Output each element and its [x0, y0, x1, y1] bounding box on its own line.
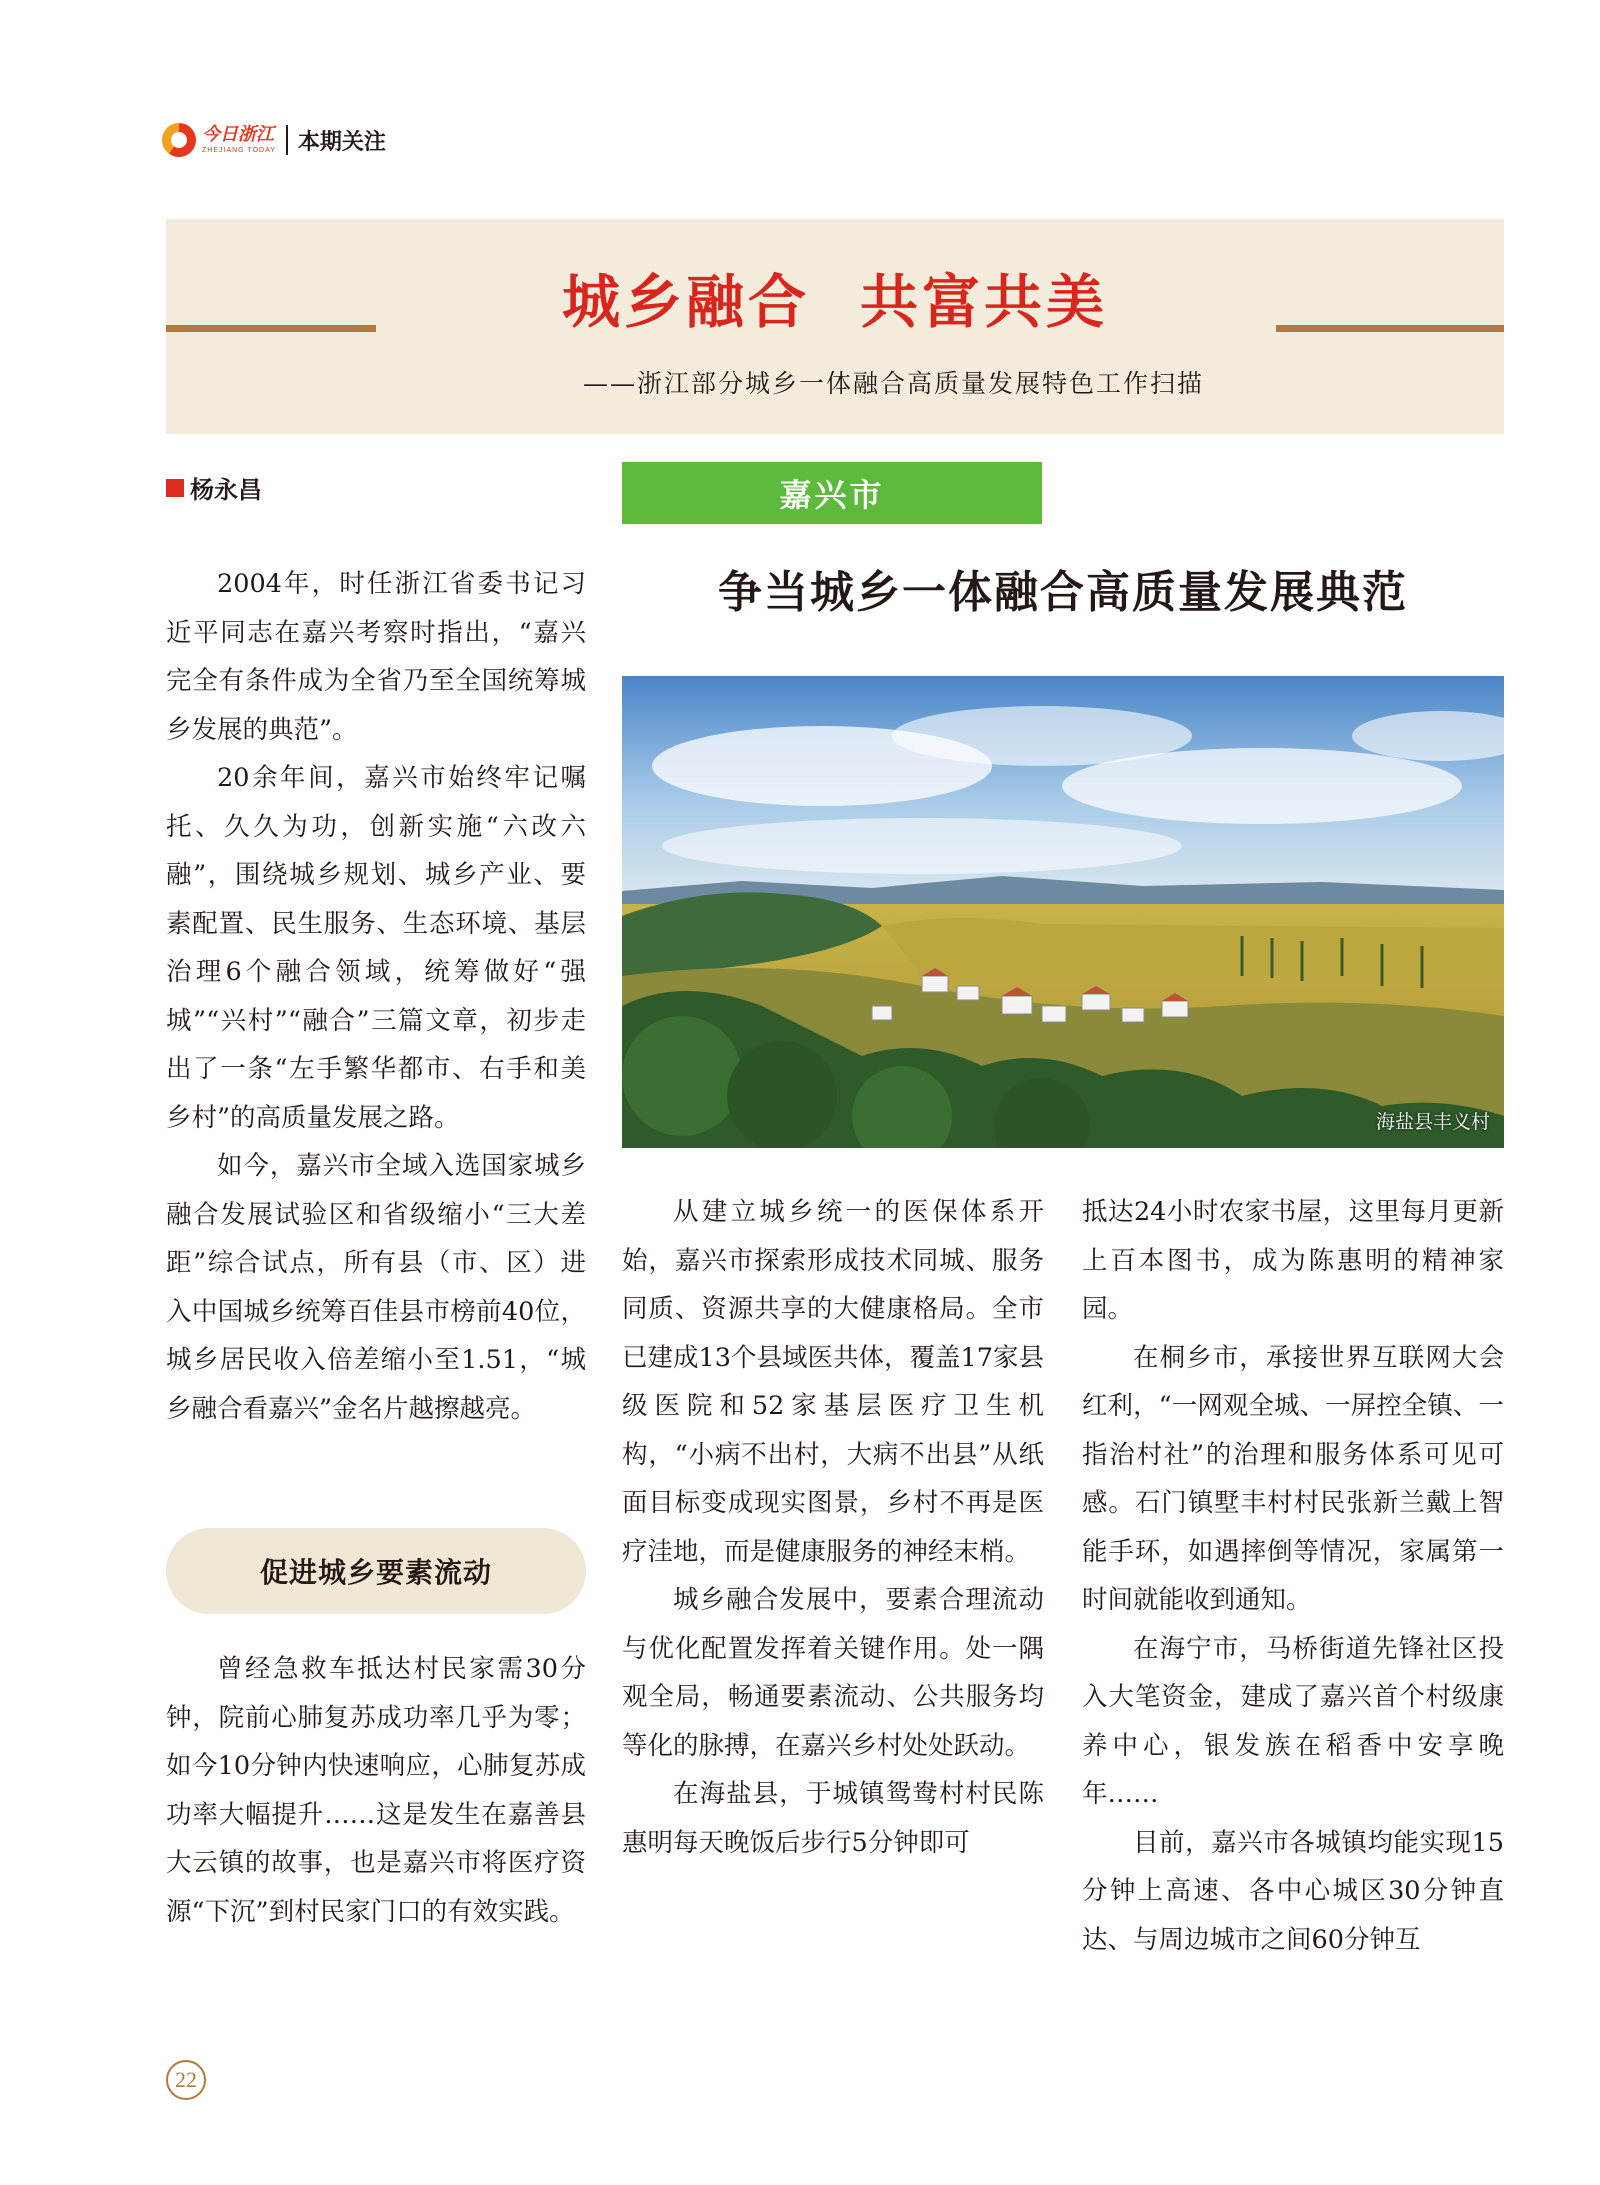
photo-caption: 海盐县丰义村 [1375, 1111, 1490, 1133]
section-label: 本期关注 [297, 129, 386, 155]
village-landscape-photo [622, 676, 1504, 1148]
column-1-continued [166, 1645, 586, 1936]
paragraph: 城乡融合发展中，要素合理流动与优化配置发挥着关键作用。处一隅观全局，畅通要素流动、公共服务均等化的脉搏，在嘉兴乡村处处跃动。 [622, 1585, 1044, 1761]
title-banner [166, 219, 1504, 434]
paragraph: 曾经急救车抵达村民家需30分钟，院前心肺复苏成功率几乎为零；如今10分钟内快速响应，心肺复苏成功率大幅提升……这是发生在嘉善县大云镇的故事，也是嘉兴市将医疗资源“下沉”到村民家门口的有效实践。 [166, 1654, 586, 1927]
logo-chinese: 今日浙江 [202, 124, 274, 145]
author-byline [166, 470, 262, 505]
subtitle: ——浙江部分城乡一体融合高质量发展特色工作扫描 [582, 369, 1204, 398]
main-title-part2: 共富共美 [860, 268, 1109, 336]
page-number: 22 [166, 2060, 206, 2100]
column-3 [1082, 1188, 1504, 1964]
logo-text [202, 126, 276, 154]
header-divider [286, 125, 288, 155]
paragraph: 从建立城乡统一的医保体系开始，嘉兴市探索形成技术同城、服务同质、资源共享的大健康格局。全市已建成13个县域医共体，覆盖17家县级医院和52家基层医疗卫生机构，“小病不出村，大病不出县”从纸面目标变成现实图景，乡村不再是医疗洼地，而是健康服务的神经末梢。 [622, 1197, 1044, 1567]
paragraph: 在桐乡市，承接世界互联网大会红利，“一网观全城、一屏控全镇、一指治村社”的治理和服务体系可见可感。石门镇墅丰村村民张新兰戴上智能手环，如遇摔倒等情况，家属第一时间就能收到通知。 [1082, 1342, 1504, 1615]
title-rule-left [166, 325, 376, 332]
zhejiang-today-logo-icon [162, 123, 196, 157]
paragraph: 在海盐县，于城镇鸳鸯村村民陈惠明每天晚饭后步行5分钟即可 [622, 1779, 1044, 1858]
column-1 [166, 560, 586, 1433]
logo-english: ZHEJIANG TODAY [202, 147, 276, 154]
paragraph: 20余年间，嘉兴市始终牢记嘱托、久久为功，创新实施“六改六融”，围绕城乡规划、城乡产业、要素配置、民生服务、生态环境、基层治理6个融合领域，统筹做好“强城”“兴村”“融合”三篇文章，初步走出了一条“左手繁华都市、右手和美乡村”的高质量发展之路。 [166, 763, 586, 1133]
main-title-part1: 城乡融合 [561, 268, 810, 336]
city-tag: 嘉兴市 [622, 462, 1042, 524]
paragraph: 2004年，时任浙江省委书记习近平同志在嘉兴考察时指出，“嘉兴完全有条件成为全省乃至全国统筹城乡发展的典范”。 [166, 569, 586, 745]
subheading-pill: 促进城乡要素流动 [166, 1528, 586, 1614]
paragraph: 如今，嘉兴市全域入选国家城乡融合发展试验区和省级缩小“三大差距”综合试点，所有县（市、区）进入中国城乡统筹百佳县市榜前40位，城乡居民收入倍差缩小至1.51，“城乡融合看嘉兴”金名片越擦越亮。 [166, 1151, 586, 1424]
paragraph: 目前，嘉兴市各城镇均能实现15分钟上高速、各中心城区30分钟直达、与周边城市之间60分钟互 [1082, 1827, 1504, 1955]
paragraph: 在海宁市，马桥街道先锋社区投入大笔资金，建成了嘉兴首个村级康养中心，银发族在稻香中安享晚年…… [1082, 1633, 1504, 1809]
author-name: 杨永昌 [190, 476, 262, 504]
title-rule-right [1276, 325, 1504, 332]
article-headline: 争当城乡一体融合高质量发展典范 [718, 567, 1408, 618]
column-2 [622, 1188, 1044, 1867]
paragraph-continued: 抵达24小时农家书屋，这里每月更新上百本图书，成为陈惠明的精神家园。 [1082, 1197, 1504, 1324]
byline-square-icon [166, 479, 184, 497]
page-header [162, 120, 386, 160]
